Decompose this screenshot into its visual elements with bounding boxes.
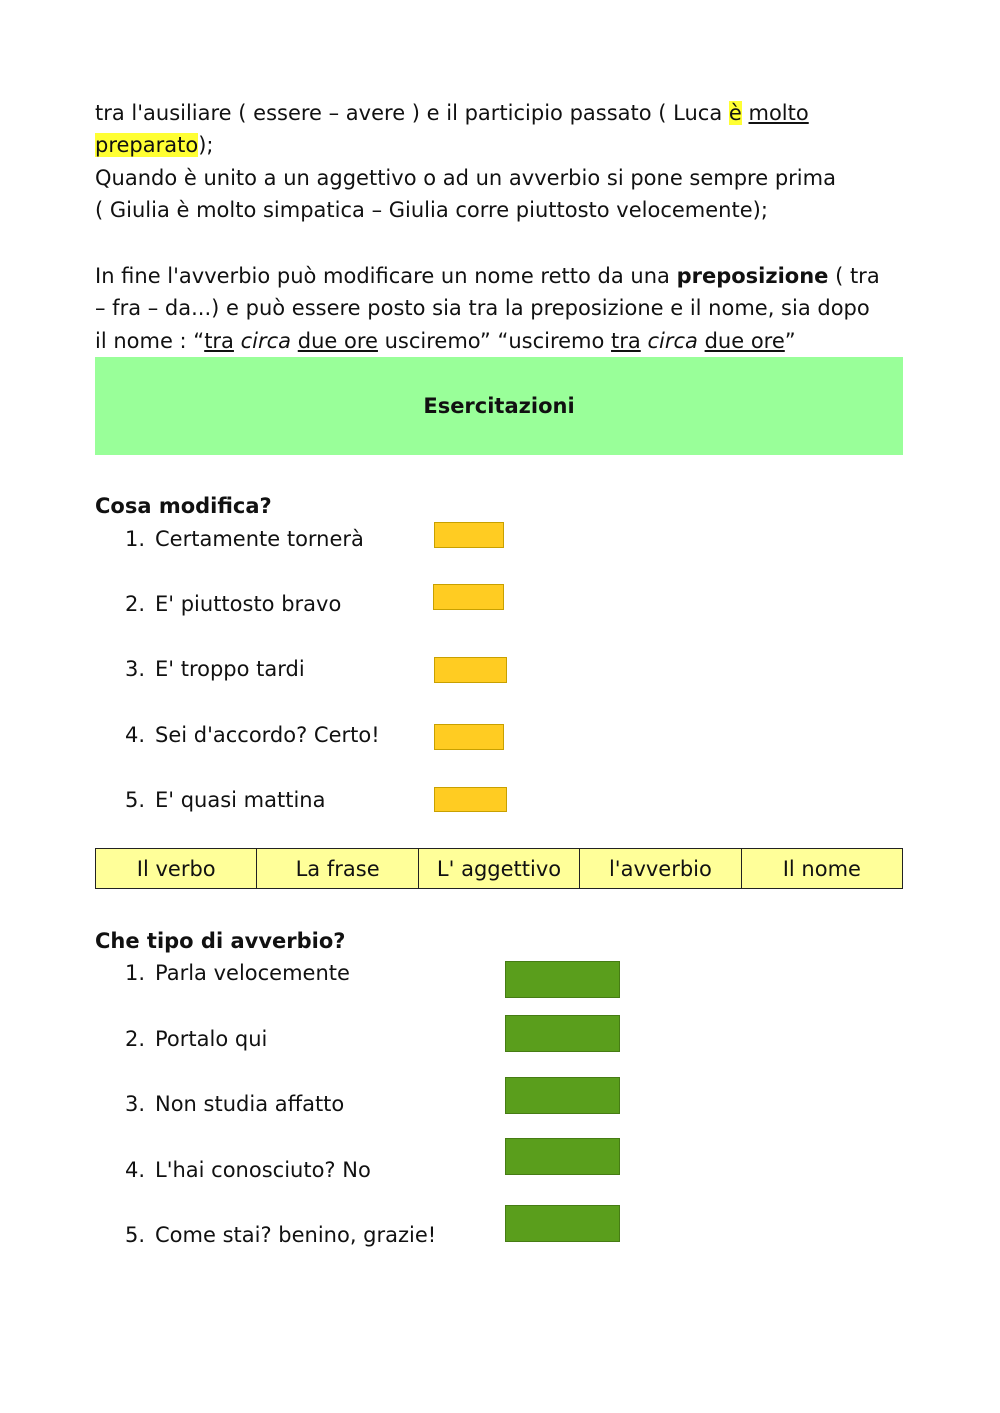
answer-drop-slot-3[interactable] (434, 657, 507, 683)
list-item: 4. Sei d'accordo? Certo! (125, 723, 380, 747)
list-item: 2. E' piuttosto bravo (125, 592, 342, 616)
intro-line-2: preparato); (95, 133, 214, 157)
list-item: 1. Certamente tornerà (125, 527, 364, 551)
answer-options (95, 848, 903, 889)
answer-input-slot-3[interactable] (505, 1077, 620, 1114)
answer-input-slot-1[interactable] (505, 961, 620, 998)
list-item: 5. E' quasi mattina (125, 788, 326, 812)
list-item: 2. Portalo qui (125, 1027, 268, 1051)
intro-line-4: ( Giulia è molto simpatica – Giulia corre piuttosto velocemente); (95, 198, 768, 222)
option-avverbio[interactable]: l'avverbio (580, 849, 741, 888)
answer-drop-slot-5[interactable] (434, 787, 507, 812)
banner-title: Esercitazioni (423, 394, 575, 418)
option-frase[interactable]: La frase (257, 849, 418, 888)
section2-title: Che tipo di avverbio? (95, 929, 346, 953)
answer-drop-slot-4[interactable] (434, 724, 504, 750)
list-item: 5. Come stai? benino, grazie! (125, 1223, 437, 1247)
intro-line-6: – fra – da...) e può essere posto sia tra la preposizione e il nome, sia dopo (95, 296, 870, 320)
answer-input-slot-5[interactable] (505, 1205, 620, 1242)
list-item: 3. E' troppo tardi (125, 657, 305, 681)
answer-input-slot-4[interactable] (505, 1138, 620, 1175)
option-verbo[interactable]: Il verbo (96, 849, 257, 888)
answer-drop-slot-2[interactable] (433, 584, 504, 610)
highlighted-verb: è (728, 101, 742, 125)
list-item: 3. Non studia affatto (125, 1092, 345, 1116)
list-item: 1. Parla velocemente (125, 961, 350, 985)
intro-line-5: In fine l'avverbio può modificare un nome retto da una preposizione ( tra (95, 264, 880, 288)
intro-line-7: il nome : “tra circa due ore usciremo” “usciremo tra circa due ore” (95, 329, 796, 353)
answer-input-slot-2[interactable] (505, 1015, 620, 1052)
intro-line-3: Quando è unito a un aggettivo o ad un avverbio si pone sempre prima (95, 166, 836, 190)
option-aggettivo[interactable]: L' aggettivo (419, 849, 580, 888)
exercises-banner (95, 357, 903, 455)
highlighted-word: preparato (95, 133, 199, 157)
intro-line-1: tra l'ausiliare ( essere – avere ) e il participio passato ( Luca è molto (95, 101, 809, 125)
underlined-word: molto (748, 101, 809, 125)
bold-term: preposizione (676, 264, 829, 288)
list-item: 4. L'hai conosciuto? No (125, 1158, 371, 1182)
option-nome[interactable]: Il nome (782, 856, 861, 881)
answer-drop-slot-1[interactable] (434, 522, 504, 548)
section1-title: Cosa modifica? (95, 494, 272, 518)
